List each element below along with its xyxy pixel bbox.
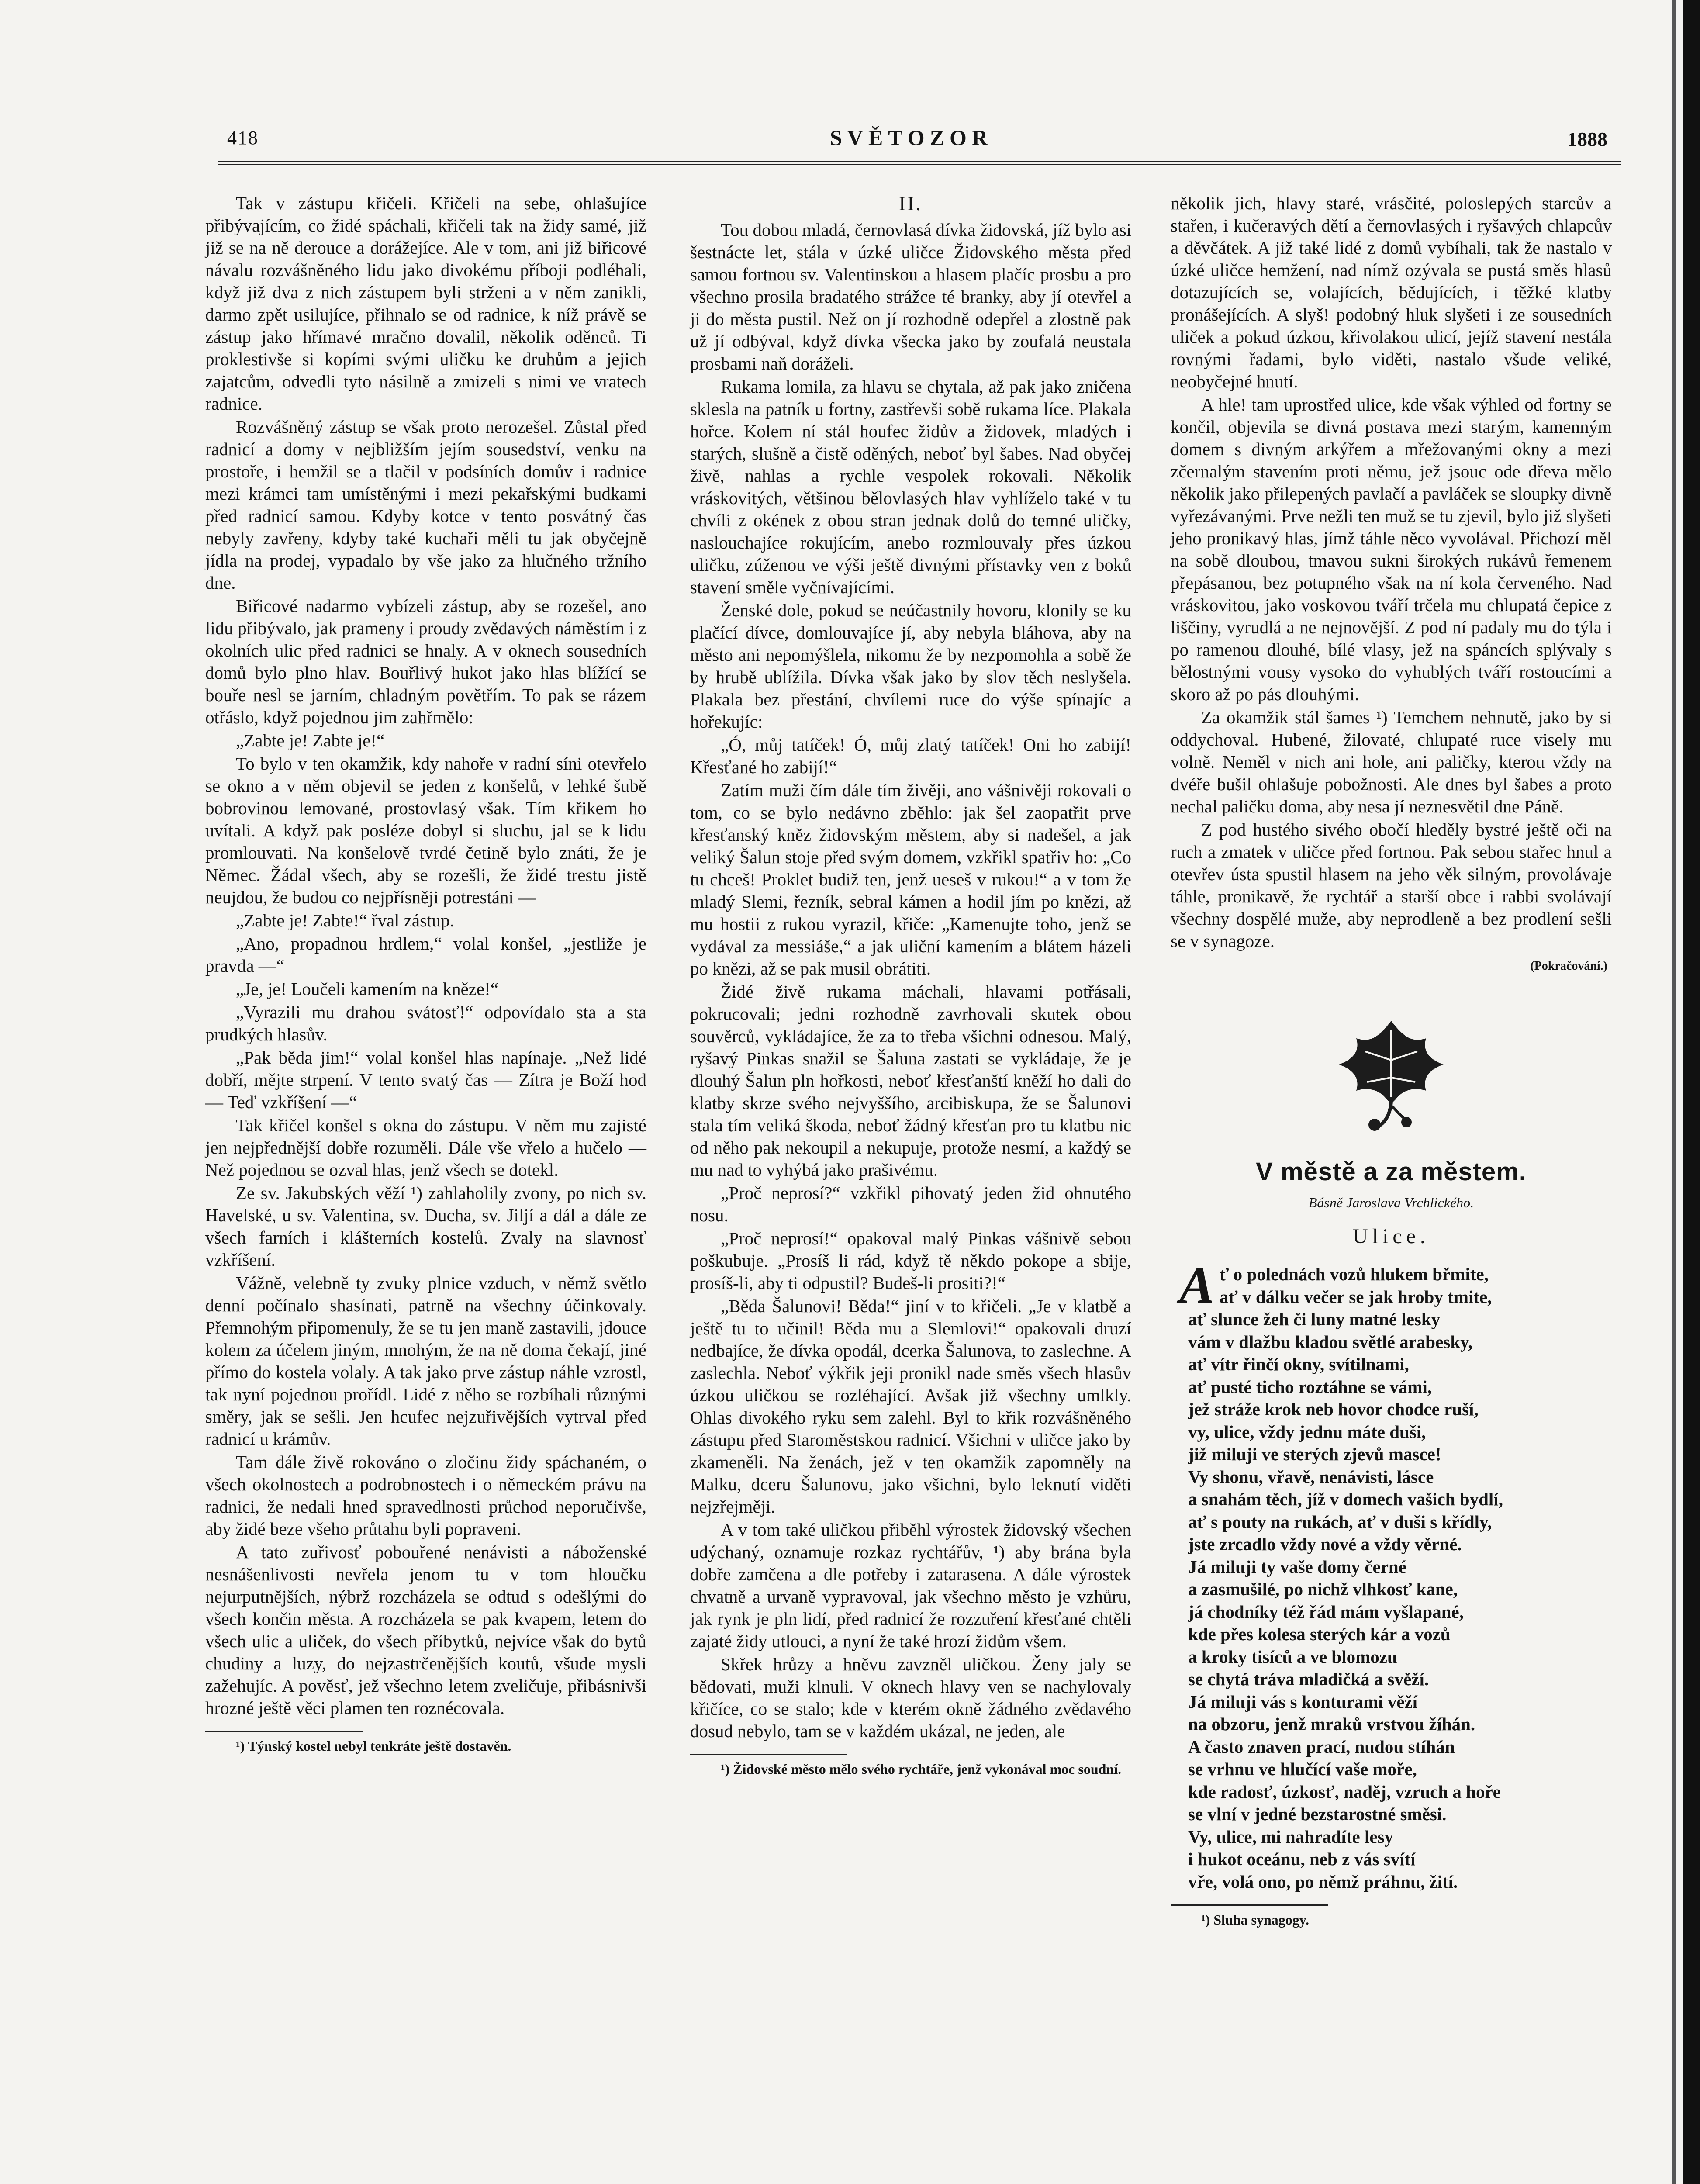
paragraph: několik jich, hlavy staré, vrásčité, poloslepých starcův a stařen, i kučeravých dětí a černovlasých i ryšavých chlapcův a děvčátek. A již také lidé z domů vybíhali, tak že nastalo v úzké uličce hemžení, nad nímž ozývala se pustá směs hlasů dotazujících se, volajících, bědujících, i těžké klatby pronášejících. A slyš! podobný hluk slyšeti i ze sousedních uliček a pokud úzkou, křivolakou ulicí, jejíž stavení nestála rovnými řadami, bylo viděti, nastalo všude veliké, neobyčejné hnutí. — [1171, 193, 1612, 391]
paragraph: „Ano, propadnou hrdlem,“ volal konšel, „jestliže je pravda —“ — [205, 933, 646, 976]
poem-line: se vlní v jedné bezstarostné směsi. — [1188, 1804, 1447, 1824]
paragraph: Ženské dole, pokud se neúčastnily hovoru, klonily se ku plačící dívce, domlouvajíce jí, aby nebyla bláhova, aby na město ani nepomýšlela, nikomu že by nezpomohla a sobě že by hrubě ublížila. Dívka však jako by slov těch neslyšela. Plakala bez přestání, chvílemi ruce do výše spínajíc a hořekujíc: — [690, 600, 1131, 732]
poem-line: Já miluji ty vaše domy černé — [1188, 1556, 1406, 1577]
paragraph: Vážně, velebně ty zvuky plnice vzduch, v němž světlo denní počínalo shasínati, patrně na všechny účinkovaly. Přemnohým připomenuly, že se tu jen maně zastavili, jdouce kolem za účelem jiným, mnohým, že na ně doma čekají, jiné přímo do kostela volaly. A tak jako prve zástup náhle vzrostl, tak nyní pojednou prořídl. Lidé z něho se rozbíhali různými směry, jak se sešli. Jen hcufec nejzuřivějších vytrval před radnicí u krámův. — [205, 1273, 646, 1449]
poem-subtitle: Ulice. — [1353, 1225, 1430, 1248]
scan-edge — [1683, 0, 1700, 2184]
paragraph: Rukama lomila, za hlavu se chytala, až pak jako zničena sklesla na patník u fortny, zastřevši sobě rukama líce. Plakala hořce. Kolem ní stál houfec židův a židovek, mladých i starých, slušně a čistě oděných, neboť byl šabes. Nad obyčej živě, nahlas a rychle vespolek rokovali. Několik vráskovitých, většinou bělovlasých hlav vyhlíželo také v tu chvíli z okének z obou stran jednak dolů do temné uličky, naslouchajíce rokujícím, anebo rozmlouvaly přes úzkou uličku, zúženou ve výši ještě divnými přístavky ven z boků stavení směle vyčnívajícími. — [690, 377, 1131, 597]
footnote: ¹) Týnský kostel nebyl tenkráte ještě dostavěn. — [236, 1738, 511, 1754]
poem-line: i hukot oceánu, neb z vás svítí — [1188, 1849, 1416, 1869]
column-3 — [1171, 192, 1612, 1929]
poem-title: V městě a za městem. — [1256, 1158, 1527, 1186]
poem-line: ať s pouty na rukách, ať v duši s křídly, — [1188, 1511, 1492, 1532]
poem-line: vře, volá ono, po němž práhnu, žití. — [1188, 1871, 1458, 1892]
poem-line: Vy, ulice, mi nahradíte lesy — [1188, 1826, 1393, 1847]
poem-line: vám v dlažbu kladou světlé arabesky, — [1188, 1331, 1473, 1352]
drop-cap: A — [1179, 1256, 1215, 1314]
paragraph: „Běda Šalunovi! Běda!“ jiní v to křičeli. „Je v klatbě a ještě tu to učinil! Běda mu a Slemlovi!“ opakovali druzí nedbajíce, že dívka opodál, dcerka Šalunova, to zaslechne. A zaslechla. Neboť výkřik jeji pronikl nade směs všech hlasův úzkou uličkou se rozléhající. Avšak již všechny umlkly. Ohlas divokého ryku sem zalehl. Byl to křik rozvášněného zástupu před Staroměstskou radnicí. Všichni v uličce jako by zkameněli. Na ženách, jež v ten okamžik zapomněly na Malku, dceru Šalunovu, jako všichni, bylo leknutí viděti nejzřejměji. — [690, 1296, 1131, 1517]
paragraph: To bylo v ten okamžik, kdy nahoře v radní síni otevřelo se okno a v něm objevil se jeden z konšelů, v lehké šubě bobrovinou lemované, prostovlasý však. Tím křikem ho uvítali. A když pak posléze dobyl si sluchu, jal se k lidu promlouvati. Na konšelově tvrdé četině bylo znáti, že je Němec. Žádal všech, aby se rozešli, že židé trestu jistě neujdou, že budou co nejpřísněji potrestáni — — [205, 753, 646, 907]
poem-line: jež stráže krok neb hovor chodce ruší, — [1188, 1399, 1479, 1419]
paragraph: Biřicové nadarmo vybízeli zástup, aby se rozešel, ano lidu přibývalo, jak prameny i proudy zvědavých náměstím i z okolních ulic před radnici se hnaly. A v oknech sousedních domů bylo plno hlav. Bouřlivý hukot jako hlas blížící se bouře nesl se jarním, chladným povětřím. To pak se rázem otřáslo, když pojednou jim zahřmělo: — [205, 596, 646, 727]
year: 1888 — [1567, 128, 1607, 150]
poem-line: a zasmušilé, po nichž vlhkosť kane, — [1188, 1579, 1458, 1599]
poem-line: ť o polednách vozů hlukem břmite, — [1220, 1264, 1489, 1284]
paragraph: Židé živě rukama máchali, hlavami potřásali, pokrucovali; jedni rozhodně zavrhovali skutek obou souvěrců, vykládajíce, že za to třeba všichni odnesou. Malý, ryšavý Pinkas snažil se Šaluna zastati se vykládaje, že je dlouhý Šalun pln hořkosti, neboť křesťanští kněží ho dali do klatby skrze svého nejvyššího, arcibiskupa, že se Šalunovi stala tím veliká škoda, neboť žádný křesťan pro tu klatbu nic od něho pak nekoupil a nekupuje, protože nesmí, a každý se mu nad to vyhýbá jako prašivému. — [690, 981, 1131, 1180]
poem-body — [1171, 1256, 1612, 1893]
scan-edge-line — [1672, 0, 1676, 2184]
paragraph: Zatím muži čím dále tím živěji, ano vášnivěji rokovali o tom, co se bylo nedávno zběhlo: jak šel zaopatřit prve křesťanský kněz židovským městem, aby si nadešel, a jak veliký Šalun stoje před svým domem, vzkřikl spatřiv ho: „Co tu chceš! Proklet budiž ten, jenž ueseš v rukou!“ a v tom že mladý Slemi, řezník, sebral kámen a hodil jím po knězi, až mu hostii z rukou vyrazil, křiče: „Kamenujte toho, jenž se vydával za messiáše,“ a jak uliční kamením a blátem házeli po knězi, až se pak musil obrátiti. — [690, 780, 1131, 978]
column-2 — [690, 192, 1131, 1779]
poem-line: ať v dálku večer se jak hroby tmite, — [1220, 1286, 1492, 1307]
paragraph: „Zabte je! Zabte!“ řval zástup. — [236, 910, 454, 930]
paragraph: „Je, je! Loučeli kamením na kněze!“ — [236, 979, 499, 999]
paragraph: „Proč neprosí!“ opakoval malý Pinkas vášnivě sebou poškubuje. „Prosíš li rád, když tě někdo pokope a sbije, prosíš-li, aby ti odpustil? Budeš-li prositi?!“ — [690, 1228, 1131, 1293]
poem-line: vy, ulice, vždy jednu máte duši, — [1188, 1421, 1426, 1442]
poem-line: ať vítr řinčí okny, svítilnami, — [1188, 1354, 1409, 1374]
poem-author: Básně Jaroslava Vrchlického. — [1308, 1195, 1474, 1210]
poem-line: kde přes kolesa sterých kár a vozů — [1188, 1624, 1451, 1644]
leaf-ornament-icon — [1326, 1012, 1457, 1134]
paragraph: A v tom také uličkou přiběhl výrostek židovský všechen udýchaný, oznamuje rozkaz rychtářův, ¹) aby brána byla dobře zamčena a dle potřeby i zatarasena. A dále výrostek chvatně a urvaně vypravoval, jak všechno město je vzhůru, jak rynk je pln lidí, před radnicí že rozzuření křesťané chtěli zajaté židy utlouci, a nyní že také hrozí židům všem. — [690, 1520, 1131, 1651]
poem-line: se vrhnu ve hlučící vaše moře, — [1188, 1759, 1417, 1779]
page-header — [218, 118, 1621, 157]
footnote: ¹) Sluha synagogy. — [1201, 1912, 1310, 1928]
paragraph: „Ó, můj tatíček! Ó, můj zlatý tatíček! Oni ho zabijí! Křesťané ho zabijí!“ — [690, 735, 1131, 777]
paragraph: Skřek hrůzy a hněvu zavzněl uličkou. Ženy jaly se bědovati, muži klnuli. V oknech hlavy ven se nachylovaly křičíce, co se stalo; kde v kterém okně žádného zvědavého dosud nebylo, tam se v každém ukázal, ne jeden, ale — [690, 1654, 1131, 1741]
continued-note: (Pokračování.) — [1530, 959, 1607, 973]
paragraph: Tou dobou mladá, černovlasá dívka židovská, jíž bylo asi šestnácte let, stála v úzké uličce Židovského města před samou fortnou sv. Valentinskou a hlasem plačíc prosbu a pro všechno prosila bradatého strážce té branky, aby jí otevřel a ji do města pustil. Než on jí rozhodně odepřel a zlostně pak už jí odbýval, když dívka všecka jako by zoufalá neustala prosbami naň doráželi. — [690, 220, 1131, 373]
poem-line: ať slunce žeh či luny matné lesky — [1188, 1309, 1441, 1329]
poem-line: a kroky tisíců a ve blomozu — [1188, 1646, 1397, 1667]
poem-line: jste zrcadlo vždy nové a vždy věrné. — [1188, 1534, 1462, 1554]
poem-line: již miluji ve sterých zjevů masce! — [1188, 1444, 1441, 1464]
paragraph: „Vyrazili mu drahou svátosť!“ odpovídalo sta a sta prudkých hlasův. — [205, 1002, 646, 1044]
poem-line: Já miluji vás s konturami věží — [1188, 1691, 1418, 1712]
paragraph: A tato zuřivosť pobouřené nenávisti a náboženské nesnášenlivosti nevřela jenom tu v tom hloučku nejurputnějších, nýbrž rozcházela se odtud s odešlými do všech končin města. A rozcházela se pak kvapem, letem do všech ulic a uliček, do všech příbytků, nejvíce však do bytů chudiny a luzy, do nejzastrčenějších koutů, všude mysli zažehujíc. A pověsť, jež všechno letem zveličuje, přibásnivši hrozné ještě věci plamen ten roznécovala. — [205, 1542, 646, 1718]
paragraph: Tak křičel konšel s okna do zástupu. V něm mu zajisté jen nejpřednější dobře rozuměli. Dále vše vřelo a hučelo — Než pojednou se ozval hlas, jenž všech se dotekl. — [205, 1115, 646, 1180]
paragraph: Z pod hustého sivého obočí hleděly bystré ještě oči na ruch a zmatek v uličce před fortnou. Pak sebou stařec hnul a otevřev ústa spustil hlasem na jeho věk silným, provolávaje táhle, pronikavě, že rychtář a starší obce i rabbi svolávají všechny dospělé muže, aby neprodleně a bez prodlení sešli se v synagoze. — [1171, 819, 1612, 951]
paragraph: „Zabte je! Zabte je!“ — [236, 730, 385, 750]
footnote-rule — [1171, 1904, 1328, 1906]
poem-line: kde radosť, úzkosť, naděj, vzruch a hoře — [1188, 1781, 1501, 1802]
paragraph: „Proč neprosí?“ vzkřikl pihovatý jeden žid ohnutého nosu. — [690, 1183, 1131, 1225]
footnote-rule — [205, 1731, 363, 1732]
paragraph: Za okamžik stál šames ¹) Temchem nehnutě, jako by si oddychoval. Hubené, žilovaté, chlupaté ruce visely mu volně. Neměl v nich ani hole, ani paličky, kterou vždy na dvéře bušil ohlašuje pobožnosti. Ale dnes byl šabes a proto nechal paličku doma, aby nesa jí neznesvětil dne Páně. — [1171, 707, 1612, 816]
paragraph: Rozvášněný zástup se však proto nerozešel. Zůstal před radnicí a domy v nejbližším jejím sousedství, venku na prostoře, i hemžil se a tlačil v podsíních domův i radnice mezi krámci tam umístěnými i mezi pekařskými budkami před radnicí samou. Kdyby kotce v tento posvátný čas nebyly zavřeny, kdyby také kuchaři měli tu jak obyčejně jídla na prodej, vypadalo by vše jako za hlučného tržního dne. — [205, 417, 646, 593]
poem-line: na obzoru, jenž mraků vrstvou žíhán. — [1188, 1714, 1475, 1734]
poem-line: ať pusté ticho roztáhne se vámi, — [1188, 1376, 1432, 1397]
paragraph: „Pak běda jim!“ volal konšel hlas napínaje. „Než lidé dobří, mějte strpení. V tento svatý čas — Zítra je Boží hod — Teď vzkříšení —“ — [205, 1047, 646, 1112]
paragraph: A hle! tam uprostřed ulice, kde však výhled od fortny se končil, objevila se divná postava mezi starým, kamenným domem s divným arkýřem a mřežovanými okny a mezi zčernalým stavením proti němu, jež jsouc ode dřeva mělo několik jako přilepených pavlačí a pavláček se sloupky divně vyřezávanými. Prve nežli ten muž se tu zjevil, bylo již slyšeti jeho pronikavý hlas, jímž táhle něco vyvolával. Přichozí měl na sobě dloubou, tmavou sukni širokých rukávů řemenem přepásanou, bez potupného však na ní kola červeného. Nad vráskovitou, jako voskovou tváří trčela mu chlupatá čepice z liščiny, vyrudlá a ne nejnovější. Z pod ní padaly mu do týla i po ramenou dlouhé, bílé vlasy, jež na spáncích splývaly s bělostnými vousy vysoko do vyhublých tváří rostoucími a skoro až po pás dlouhými. — [1171, 394, 1612, 704]
poem-line: se chytá tráva mladičká a svěží. — [1188, 1669, 1429, 1689]
paragraph: Tam dále živě rokováno o zločinu židy spáchaném, o všech okolnostech a podrobnostech i o německém právu na radnici, že nedali hned spravedlnosti průchod neporučivše, aby židé beze všeho průtahu byli popraveni. — [205, 1452, 646, 1539]
poem-line: já chodníky též řád mám vyšlapané, — [1188, 1601, 1464, 1622]
poem-line: A často znaven prací, nudou stíhán — [1188, 1736, 1455, 1757]
poem-line: Vy shonu, vřavě, nenávisti, lásce — [1188, 1466, 1434, 1487]
poem-line: a snahám těch, jíž v domech vašich bydlí, — [1188, 1489, 1503, 1509]
column-1 — [205, 192, 646, 1755]
section-title: II. — [898, 192, 923, 214]
journal-title: SVĚTOZOR — [830, 125, 993, 150]
paragraph: Tak v zástupu křičeli. Křičeli na sebe, ohlašujíce přibývajícím, co židé spáchali, křičeli tak na židy samé, již již se na ně derouce a dorážejíce. Ale v tom, ani již biřicové návalu rozvášněného lidu jako divokému příboji podléhali, když již dva z nich zástupem byli strženi a v něm zanikli, darmo zpět usilujíce, přihnalo se od radnice, k níž právě se zástup jako hřímavé mračno dovalil, několik oděnců. Ti proklestivše si kopími svými uličku ke druhům a jejich zajatcům, odvedli tyto násilně a zmizeli s nimi ve vratech radnice. — [205, 193, 646, 414]
footnote: ¹) Židovské město mělo svého rychtáře, jenž vykonával moc soudní. — [721, 1761, 1122, 1777]
page-number: 418 — [227, 127, 259, 149]
header-rule — [218, 161, 1621, 165]
paragraph: Ze sv. Jakubských věží ¹) zahlaholily zvony, po nich sv. Havelské, u sv. Valentina, sv. Ducha, sv. Jiljí a dál a dále ze všech farních i klášterních kostelů. Zvaly na slavnosť vzkříšení. — [205, 1183, 646, 1270]
footnote-rule — [690, 1754, 847, 1755]
